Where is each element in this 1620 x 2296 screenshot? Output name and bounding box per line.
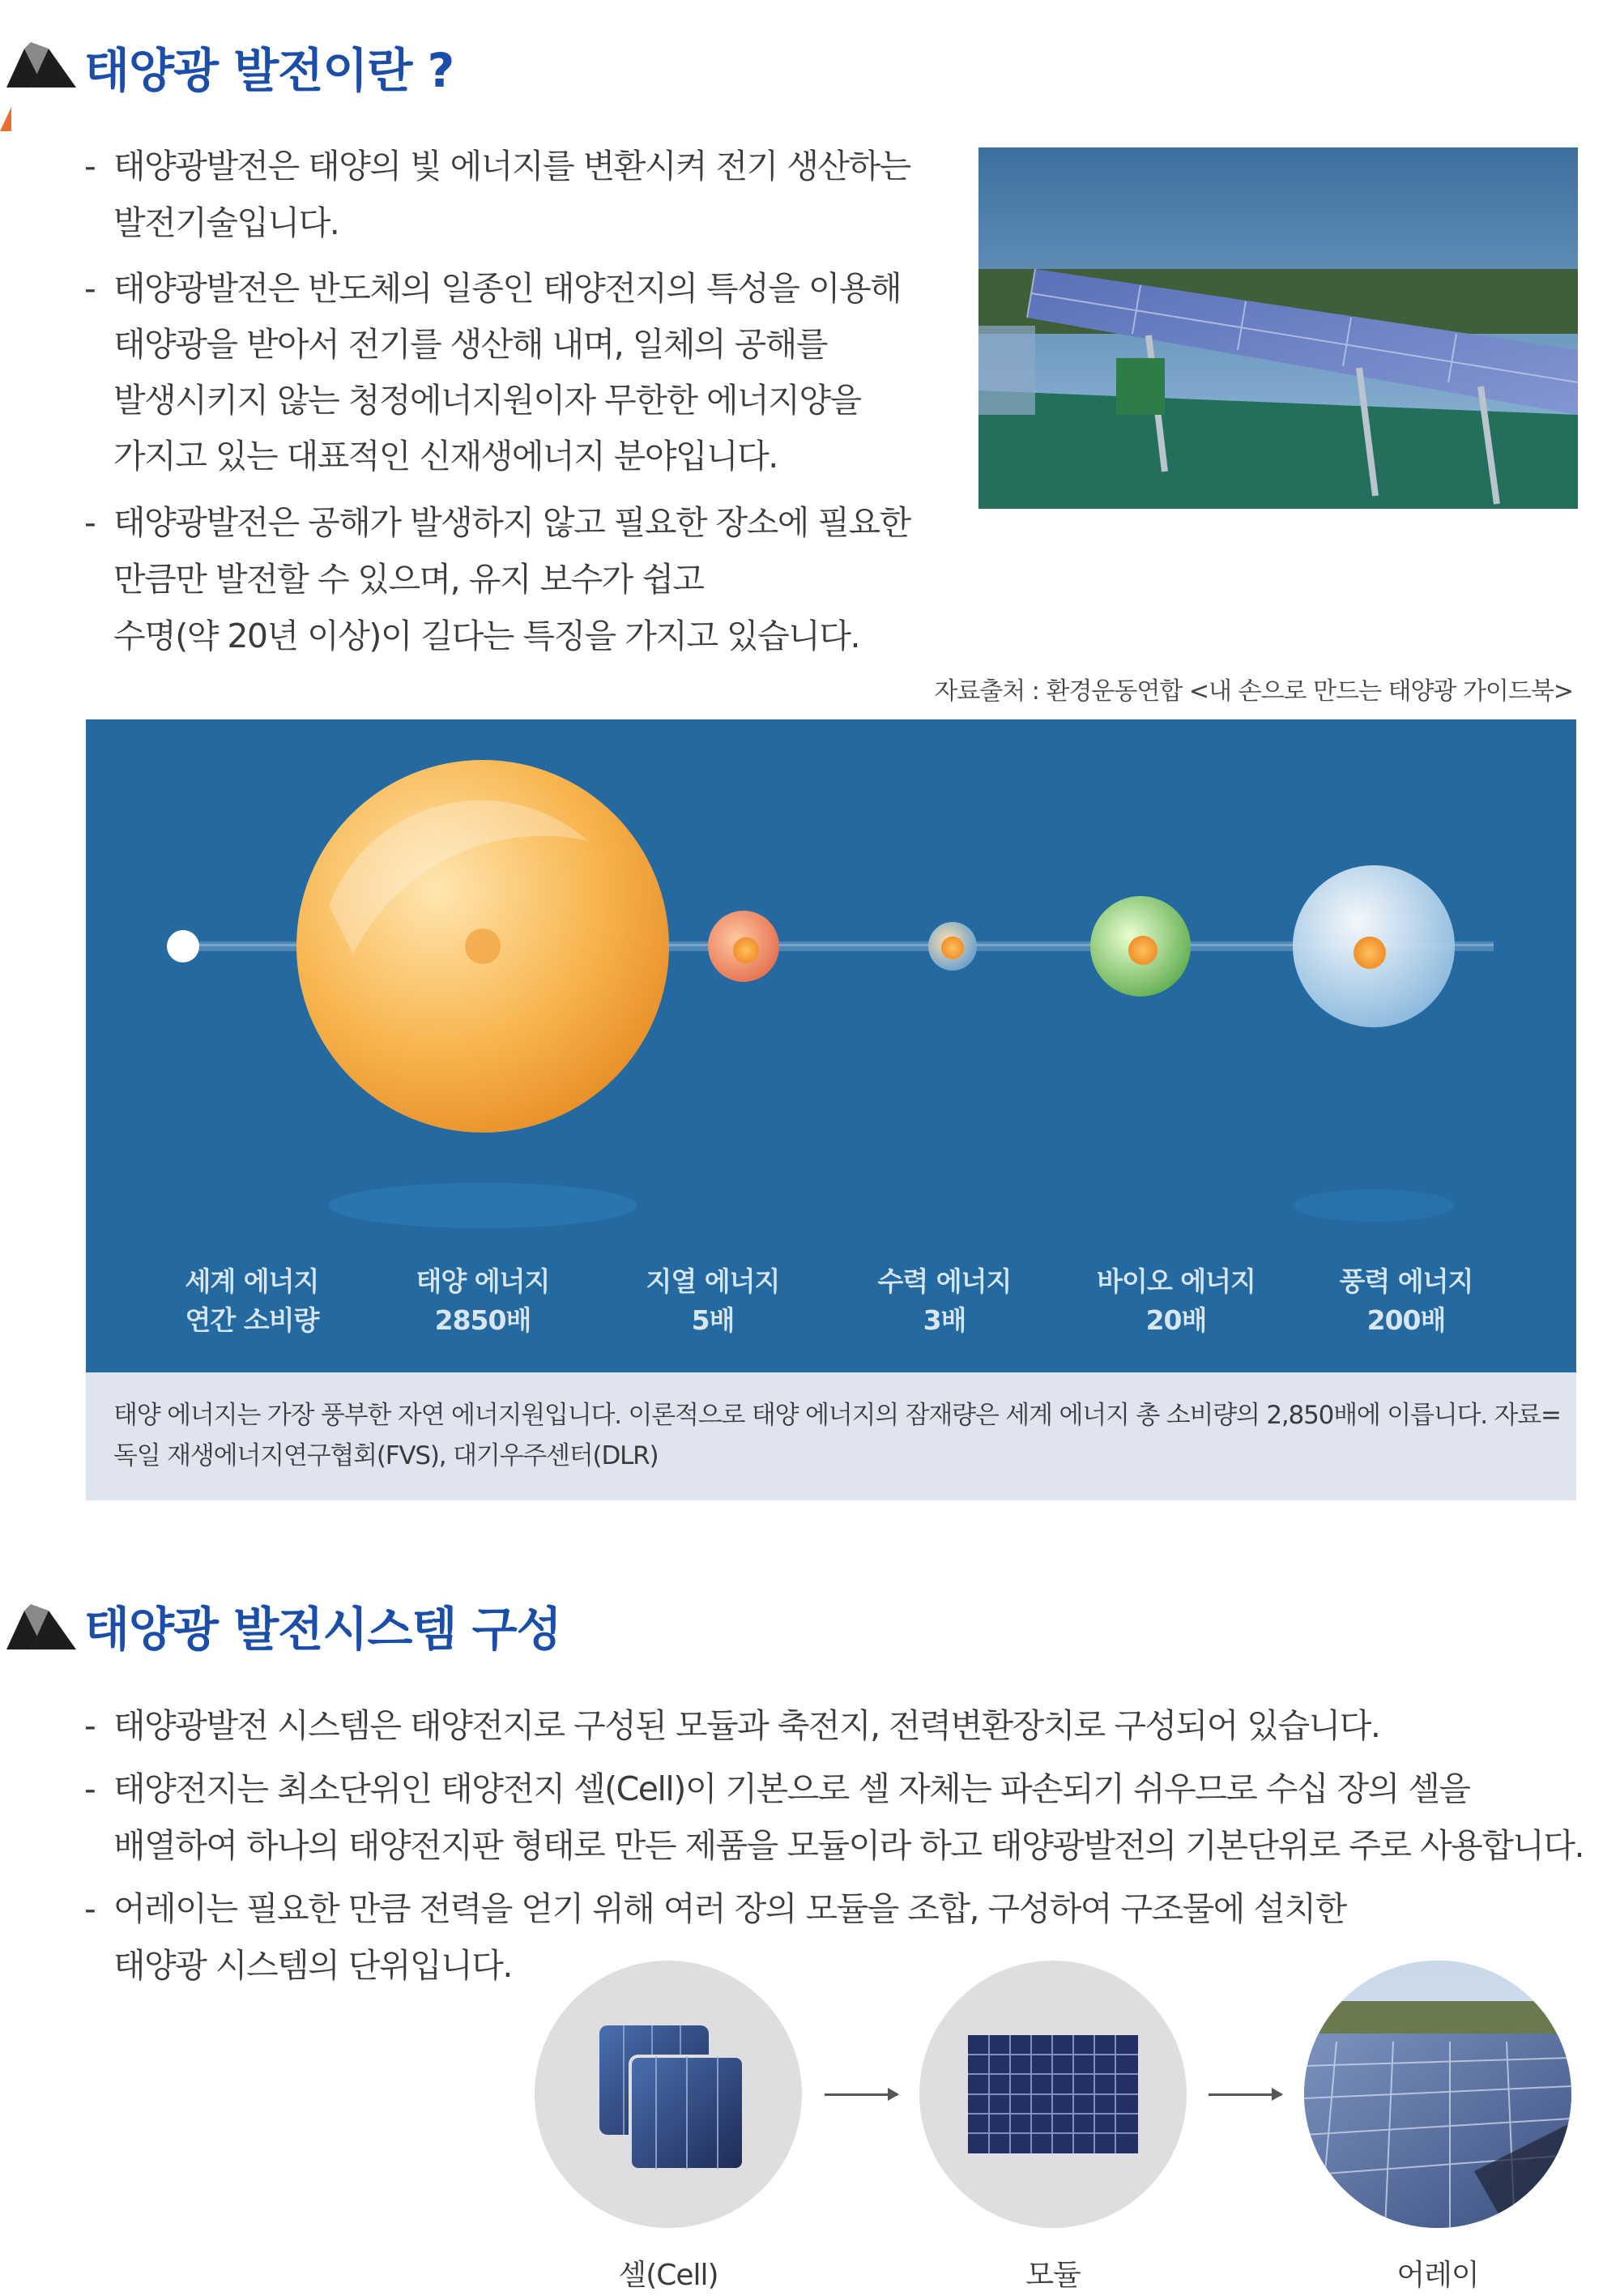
- energy-label-name: 태양 에너지: [416, 1265, 550, 1297]
- energy-label-name: 풍력 에너지: [1339, 1265, 1473, 1297]
- arrow-right-icon: [1209, 2093, 1281, 2096]
- module-circle: [919, 1961, 1187, 2228]
- energy-label-name: 세계 에너지: [185, 1265, 319, 1297]
- energy-label-value: 200배: [1366, 1304, 1446, 1336]
- energy-label-value: 3배: [923, 1304, 966, 1336]
- energy-label-bio: [1071, 1262, 1281, 1340]
- bullet-line: 배열하여 하나의 태양전지판 형태로 만든 제품을 모듈이라 하고 태양광발전의 기본단위로 주로 사용합니다.: [113, 1826, 1584, 1865]
- bullet-item: [84, 261, 943, 484]
- solar-array-photo: [1304, 1961, 1571, 2228]
- diagram-label-module: 모듈: [1025, 2259, 1081, 2292]
- energy-label-wind: [1301, 1262, 1511, 1340]
- energy-label-value: 연간 소비량: [185, 1304, 319, 1336]
- bullet-line: 발전기술입니다.: [113, 203, 339, 242]
- energy-spheres-illustration: [86, 719, 1576, 1238]
- energy-label-name: 수력 에너지: [877, 1265, 1012, 1297]
- energy-label-name: 바이오 에너지: [1097, 1265, 1256, 1297]
- energy-label-value: 20배: [1145, 1304, 1207, 1336]
- solar-cell-icon: [535, 1961, 802, 2228]
- bullet-item: [84, 1760, 1607, 1874]
- energy-label-value: 2850배: [434, 1304, 531, 1336]
- energy-label-name: 지열 에너지: [646, 1265, 780, 1297]
- brand-logo-icon: [6, 1604, 76, 1649]
- bullet-line: 만큼만 발전할 수 있으며, 유지 보수가 쉽고: [113, 560, 704, 599]
- bullet-line: - 태양광발전은 태양의 빛 에너지를 변환시켜 전기 생산하는: [113, 147, 910, 186]
- section2-bullets: [84, 1697, 1607, 1994]
- bullet-item: [84, 494, 943, 664]
- bullet-line: 태양광을 받아서 전기를 생산해 내며, 일체의 공해를: [113, 325, 827, 364]
- bullet-line: - 어레이는 필요한 만큼 전력을 얻기 위해 여러 장의 모듈을 조합, 구성하여 구조물에 설치한: [113, 1889, 1346, 1928]
- bullet-line: 수명(약 20년 이상)이 길다는 특징을 가지고 있습니다.: [113, 617, 860, 655]
- brand-logo-icon: [6, 42, 76, 87]
- bullet-item: [84, 138, 943, 251]
- energy-label-world: [147, 1262, 357, 1340]
- energy-label-geothermal: [608, 1262, 818, 1340]
- bullet-line: - 태양전지는 최소단위인 태양전지 셀(Cell)이 기본으로 셀 자체는 파손되기 쉬우므로 수십 장의 셀을: [113, 1769, 1470, 1808]
- energy-label-value: 5배: [691, 1304, 735, 1336]
- energy-label-hydro: [839, 1262, 1050, 1340]
- section1-title: 태양광 발전이란 ?: [84, 43, 454, 98]
- arrow-right-icon: [825, 2093, 897, 2096]
- energy-comparison-infographic: [86, 719, 1576, 1372]
- cell-circle: [535, 1961, 802, 2228]
- array-circle: [1304, 1961, 1571, 2228]
- solar-panel-photo: [978, 147, 1578, 509]
- infographic-caption-box: [86, 1372, 1576, 1500]
- solar-module-icon: [919, 1961, 1187, 2228]
- bullet-line: 태양광 시스템의 단위입니다.: [113, 1946, 512, 1985]
- source-note: 자료출처 : 환경운동연합 <내 손으로 만드는 태양광 가이드북>: [934, 677, 1573, 706]
- bullet-item: [84, 1697, 1607, 1754]
- section2-title: 태양광 발전시스템 구성: [84, 1602, 561, 1657]
- diagram-label-array: 어레이: [1396, 2259, 1479, 2292]
- section1-bullets: [84, 138, 943, 664]
- diagram-label-cell: 셀(Cell): [618, 2259, 718, 2292]
- accent-mark-icon: [0, 107, 11, 131]
- bullet-line: - 태양광발전은 반도체의 일종인 태양전지의 특성을 이용해: [113, 269, 902, 308]
- bullet-line: - 태양광발전 시스템은 태양전지로 구성된 모듈과 축전지, 전력변환장치로 구성되어 있습니다.: [113, 1706, 1380, 1745]
- bullet-line: - 태양광발전은 공해가 발생하지 않고 필요한 장소에 필요한: [113, 503, 910, 542]
- bullet-line: 가지고 있는 대표적인 신재생에너지 분야입니다.: [113, 437, 778, 476]
- energy-label-solar: [377, 1262, 588, 1340]
- bullet-line: 발생시키지 않는 청정에너지원이자 무한한 에너지양을: [113, 381, 861, 420]
- infographic-caption: 태양 에너지는 가장 풍부한 자연 에너지원입니다. 이론적으로 태양 에너지의 잠재량은 세계 에너지 총 소비량의 2,850배에 이릅니다. 자료=독일 재생에너지연구협회(FVS), 대기우주센터(DLR): [113, 1401, 1561, 1470]
